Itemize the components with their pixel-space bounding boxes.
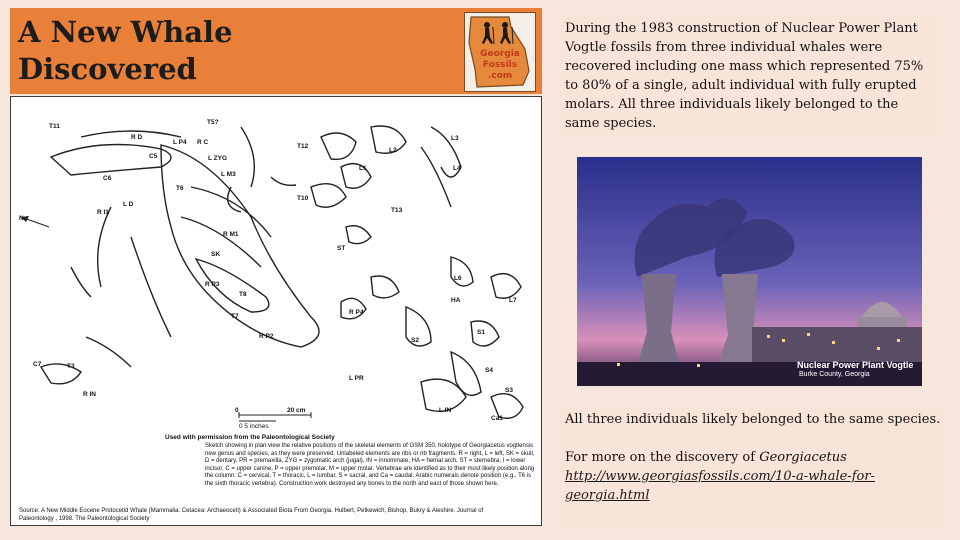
bone-label: L D (123, 201, 134, 208)
bone-label: T8 (239, 291, 247, 298)
bone-label: R IN (83, 391, 96, 398)
bone-label: R D (131, 134, 143, 141)
georgia-fossils-logo (464, 12, 536, 92)
intro-text: During the 1983 construction of Nuclear Power Plant Vogtle fossils from three individual whales were recovered including one mass which represented 75% to 80% of a single, adult individual with fully erupted molars. All three individuals likely belonged to the same species. (565, 21, 924, 131)
skeleton-sketch (10, 96, 542, 526)
bone-label: T6 (176, 185, 184, 192)
logo-line-2: Fossils (482, 60, 518, 70)
bone-label: S1 (477, 329, 485, 336)
power-plant-image (577, 157, 922, 386)
bone-label: S3 (505, 387, 513, 394)
permission-note: Used with permission from the Paleontological Society (165, 434, 335, 441)
bone-label: T10 (297, 195, 309, 202)
bone-label: R M1 (223, 231, 239, 238)
bone-label: L2 (389, 147, 397, 154)
bone-label: T7 (231, 313, 239, 320)
bone-label: C7 (33, 361, 42, 368)
photo-caption-location: Burke County, Georgia (799, 371, 870, 378)
bone-label: L7 (509, 297, 517, 304)
bone-label: T3 (67, 363, 75, 370)
bone-label: S4 (485, 367, 493, 374)
georgia-fossils-link[interactable]: http://www.georgiasfossils.com/10-a-whale-for-georgia.html (565, 469, 875, 503)
source-citation: Source: A New Middle Eocene Protocetid Whale (Mammalia: Cetacea: Archaeoceti) & Associated Biota From Georgia. Hulbert, Petkewich, Bishop, Bukry & Aleshire. Journal of Paleontology , 1998. The Paleontological Society (19, 508, 484, 522)
bone-label: Ca1 (491, 415, 503, 422)
summary-textbox (558, 405, 948, 530)
sketch-caption: Sketch showing in plan view the relative positions of the skeletal elements of GSM 350, holotype of Georgiacetus vogtlensis new genus and species, as they were preserved. Unlabeled elements are ribs or rib fragments. R = right, L = left, SK = skull, D = dentary, PR = premaxilla, ZYG = zygomatic arch (jugal), IN = innominate, HA = hemal arch, ST = sternebra, I = lower incisor, C = upper canine, P = upper premolar, M = upper molar. Vertebrae are identified as to their most likely position along the column: C = cervical, T = thoracic, L = lumbar, S = sacral, and Ca = caudal. Arabic numerals denote position (e.g., T6 is the sixth thoracic vertebra). Construction work destroyed any bones to the north and east of those shown here. (205, 443, 535, 487)
logo-line-3: .com (487, 71, 513, 81)
bone-label: C5 (149, 153, 158, 160)
bone-label: L P4 (173, 139, 187, 146)
bone-label: R I1 (97, 209, 109, 216)
bone-label: T11 (49, 123, 60, 130)
bone-label: SK (211, 251, 221, 258)
bone-label: R C (197, 139, 209, 146)
bone-label: L M3 (221, 171, 236, 178)
slide-title: A New Whale Discovered (18, 15, 233, 86)
bone-label: T13 (391, 207, 403, 214)
bone-label: HA (451, 297, 461, 304)
intro-textbox (558, 14, 941, 138)
bone-label: R P2 (259, 333, 274, 340)
summary-text: All three individuals likely belonged to the same species. (565, 412, 941, 427)
bone-label: S2 (411, 337, 419, 344)
photo-caption-title: Nuclear Power Plant Vogtle (797, 360, 914, 370)
bone-label: L3 (451, 135, 459, 142)
bone-label: ST (337, 245, 346, 252)
logo-line-1: Georgia (480, 49, 520, 59)
more-info-prefix: For more on the discovery of (565, 450, 760, 465)
scale-inches-label: 0 5 inches (239, 423, 269, 430)
bone-label: R P3 (205, 281, 220, 288)
north-label: N (19, 215, 24, 222)
title-banner (10, 8, 542, 94)
bone-label: L6 (454, 275, 462, 282)
scale-20cm-label: 20 cm (287, 407, 306, 414)
genus-name: Georgiacetus (759, 450, 847, 465)
bone-label: R P4 (349, 309, 364, 316)
more-info-line (565, 448, 941, 467)
bone-label: L PR (349, 375, 364, 382)
power-plant-photo (577, 157, 922, 386)
bone-label: L4 (453, 165, 461, 172)
bone-label: T12 (297, 143, 309, 150)
bone-label: L ZYG (208, 155, 228, 162)
scale-zero-label: 0 (235, 407, 239, 414)
bone-label: T5? (207, 119, 219, 126)
bone-label: C6 (103, 175, 112, 182)
bone-label: L1 (359, 165, 367, 172)
bone-label: L IN (439, 407, 452, 414)
